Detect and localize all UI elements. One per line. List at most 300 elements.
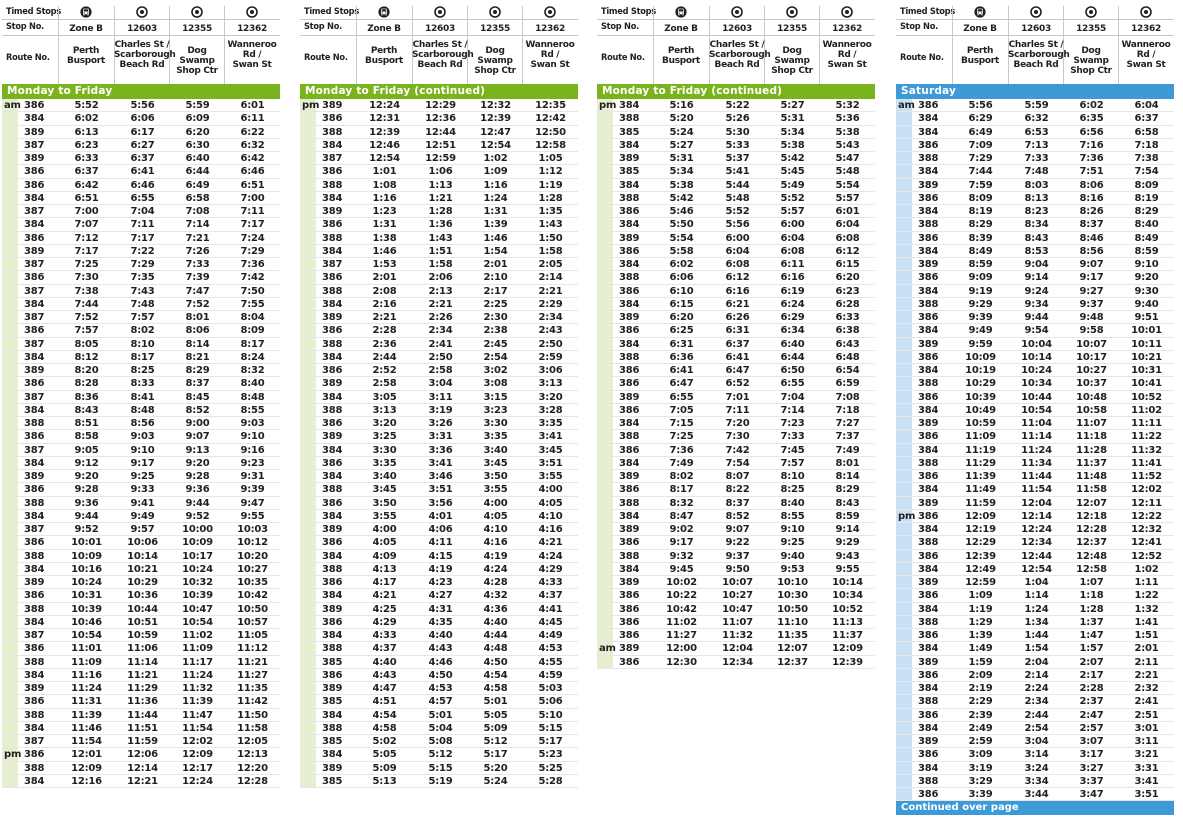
departure-time: 9:00	[185, 418, 210, 429]
route-number: 389	[918, 497, 939, 509]
route-number: 384	[322, 749, 343, 761]
departure-time: 10:14	[832, 577, 863, 588]
departure-time: 11:32	[722, 630, 753, 641]
departure-time: 7:57	[74, 325, 99, 337]
table-row	[300, 324, 578, 337]
stop-number: 12362	[832, 24, 862, 34]
departure-time: 3:30	[483, 418, 508, 429]
departure-time: 6:08	[780, 245, 805, 257]
departure-time: 9:17	[130, 457, 155, 469]
departure-time: 12:14	[1021, 510, 1052, 522]
departure-time: 3:44	[1024, 789, 1049, 800]
departure-time: 4:37	[372, 643, 397, 655]
departure-time: 4:58	[483, 683, 508, 694]
departure-time: 11:59	[127, 736, 158, 747]
departure-time: 3:29	[968, 775, 993, 787]
departure-time: 5:50	[669, 219, 694, 231]
departure-time: 6:20	[669, 312, 694, 323]
table-row	[2, 444, 280, 457]
stop-name: Wanneroo Rd / Swan St	[822, 40, 872, 70]
route-number: 387	[24, 736, 45, 747]
departure-time: 7:29	[968, 153, 993, 164]
departure-time: 7:05	[669, 404, 694, 416]
departure-time: 6:17	[130, 126, 155, 138]
table-row	[597, 218, 875, 231]
departure-time: 5:37	[725, 153, 750, 164]
departure-time: 8:59	[835, 510, 860, 522]
departure-time: 5:38	[835, 126, 860, 138]
table-row	[2, 656, 280, 669]
table-row	[300, 192, 578, 205]
departure-time: 2:17	[1079, 669, 1104, 681]
departure-time: 7:38	[1134, 153, 1159, 164]
departure-time: 7:55	[240, 298, 265, 310]
departure-time: 1:44	[1024, 630, 1049, 641]
departure-time: 3:55	[372, 510, 397, 522]
departure-time: 9:10	[130, 444, 155, 456]
stop-number: Zone B	[69, 24, 103, 34]
departure-time: 9:14	[1024, 272, 1049, 284]
departure-time: 8:09	[968, 192, 993, 204]
departure-time: 5:05	[372, 749, 397, 761]
route-number: 389	[918, 338, 939, 350]
table-row	[300, 735, 578, 748]
table-row	[896, 603, 1174, 616]
route-number: 386	[322, 219, 343, 231]
departure-time: 4:53	[538, 643, 563, 655]
departure-time: 10:52	[832, 603, 863, 615]
route-no-label: Route No.	[6, 53, 50, 63]
table-row	[300, 205, 578, 218]
departure-time: 4:58	[372, 722, 397, 734]
departure-time: 12:54	[1021, 563, 1052, 575]
table-row	[597, 298, 875, 311]
departure-time: 10:59	[127, 630, 158, 641]
departure-time: 10:39	[182, 590, 213, 602]
departure-time: 12:09	[71, 762, 102, 774]
departure-time: 10:47	[182, 603, 213, 615]
departure-time: 10:14	[1021, 351, 1052, 363]
departure-time: 5:16	[669, 100, 694, 111]
departure-time: 1:31	[372, 219, 397, 231]
departure-time: 9:36	[74, 497, 99, 509]
table-row	[2, 391, 280, 404]
route-number: 388	[619, 113, 640, 125]
departure-time: 7:25	[669, 431, 694, 443]
route-number: 388	[322, 643, 343, 655]
departure-time: 8:29	[835, 484, 860, 496]
departure-time: 6:54	[835, 365, 860, 376]
departure-time: 12:00	[666, 643, 697, 655]
departure-time: 5:01	[428, 709, 453, 721]
table-row	[2, 298, 280, 311]
departure-time: 4:36	[483, 603, 508, 615]
departure-time: 9:04	[1024, 259, 1049, 270]
departure-time: 10:42	[666, 603, 697, 615]
departure-time: 10:31	[71, 590, 102, 602]
section-title: Monday to Friday (continued)	[300, 84, 578, 99]
route-number: 386	[918, 232, 939, 244]
departure-time: 6:52	[725, 378, 750, 390]
table-row	[300, 165, 578, 178]
route-number: 389	[322, 312, 343, 323]
departure-time: 6:11	[240, 113, 265, 125]
table-row	[300, 258, 578, 271]
departure-time: 9:14	[835, 524, 860, 535]
stop-target-icon	[1119, 6, 1173, 18]
route-number: 387	[24, 206, 45, 217]
table-row	[896, 616, 1174, 629]
departure-time: 2:44	[372, 351, 397, 363]
table-row	[597, 179, 875, 192]
departure-time: 6:04	[725, 245, 750, 257]
departure-time: 9:29	[968, 298, 993, 310]
departure-time: 1:07	[1079, 577, 1104, 588]
panel-header	[2, 2, 280, 84]
departure-time: 9:34	[1024, 298, 1049, 310]
table-row	[896, 99, 1174, 112]
departure-time: 6:31	[725, 325, 750, 337]
departure-time: 6:55	[780, 378, 805, 390]
departure-time: 11:04	[1021, 418, 1052, 429]
table-row	[597, 430, 875, 443]
departure-time: 8:48	[240, 391, 265, 403]
departure-time: 6:36	[669, 351, 694, 363]
departure-time: 12:52	[1131, 550, 1162, 562]
route-number: 386	[24, 378, 45, 390]
departure-time: 6:27	[130, 139, 155, 151]
departure-time: 10:27	[237, 563, 268, 575]
departure-time: 3:36	[428, 444, 453, 456]
table-row	[896, 735, 1174, 748]
departure-time: 2:16	[372, 298, 397, 310]
departure-time: 9:50	[725, 563, 750, 575]
departure-time: 7:57	[130, 312, 155, 323]
departure-time: 9:39	[968, 312, 993, 323]
departure-time: 10:17	[1076, 351, 1107, 363]
stop-number: Zone B	[367, 24, 401, 34]
route-number: 388	[619, 497, 640, 509]
departure-time: 4:57	[428, 696, 453, 708]
route-number: 389	[619, 391, 640, 403]
departure-time: 6:41	[130, 166, 155, 178]
table-row	[300, 285, 578, 298]
departure-time: 6:58	[1134, 126, 1159, 138]
departure-time: 12:09	[182, 749, 213, 761]
route-number: 389	[24, 683, 45, 694]
table-row	[2, 497, 280, 510]
table-row	[300, 616, 578, 629]
departure-time: 9:39	[240, 484, 265, 496]
departure-time: 8:37	[725, 497, 750, 509]
departure-time: 4:45	[538, 616, 563, 628]
route-number: 389	[322, 378, 343, 390]
route-number: 388	[918, 378, 939, 390]
departure-time: 4:19	[483, 550, 508, 562]
stop-column-header	[1064, 2, 1118, 18]
table-row	[300, 351, 578, 364]
departure-time: 2:34	[538, 312, 563, 323]
departure-time: 7:48	[130, 298, 155, 310]
departure-time: 5:20	[483, 762, 508, 774]
route-number: 384	[24, 298, 45, 310]
departure-time: 9:05	[74, 444, 99, 456]
table-row	[896, 576, 1174, 589]
departure-time: 2:28	[1079, 683, 1104, 694]
route-number: 384	[619, 457, 640, 469]
route-number: 384	[322, 391, 343, 403]
departure-time: 10:58	[1076, 404, 1107, 416]
departure-time: 6:19	[780, 285, 805, 297]
departure-time: 10:42	[237, 590, 268, 602]
table-row	[300, 642, 578, 655]
table-row	[300, 271, 578, 284]
departure-time: 6:46	[240, 166, 265, 178]
departure-time: 8:59	[968, 259, 993, 270]
table-row	[2, 404, 280, 417]
departure-time: 9:44	[1024, 312, 1049, 323]
table-row	[300, 563, 578, 576]
departure-time: 11:07	[722, 616, 753, 628]
departure-time: 3:50	[483, 471, 508, 482]
departure-time: 7:29	[130, 259, 155, 270]
departure-time: 10:48	[1076, 391, 1107, 403]
departure-time: 6:15	[835, 259, 860, 270]
departure-time: 3:46	[428, 471, 453, 482]
departure-time: 4:17	[372, 577, 397, 588]
table-row	[2, 536, 280, 549]
route-number: 384	[918, 722, 939, 734]
departure-time: 3:23	[483, 404, 508, 416]
route-number: 384	[322, 298, 343, 310]
table-row	[2, 179, 280, 192]
departure-time: 9:10	[780, 524, 805, 535]
departure-time: 5:20	[669, 113, 694, 125]
route-number: 388	[322, 126, 343, 138]
departure-time: 12:39	[369, 126, 400, 138]
section-title: Monday to Friday (continued)	[597, 84, 875, 99]
departure-time: 4:16	[483, 537, 508, 549]
route-number: 384	[918, 206, 939, 217]
departure-time: 1:18	[1079, 590, 1104, 602]
stop-target-icon	[170, 6, 224, 18]
departure-time: 11:35	[237, 683, 268, 694]
table-row	[2, 642, 280, 655]
departure-time: 5:06	[538, 696, 563, 708]
departure-time: 4:05	[483, 510, 508, 522]
table-row	[597, 377, 875, 390]
departure-time: 8:52	[725, 510, 750, 522]
departure-time: 2:44	[1024, 709, 1049, 721]
departure-time: 3:31	[428, 431, 453, 443]
route-number: 387	[24, 312, 45, 323]
departure-time: 10:51	[127, 616, 158, 628]
table-row	[597, 205, 875, 218]
departure-time: 9:48	[1079, 312, 1104, 323]
departure-time: 1:16	[483, 179, 508, 191]
table-row	[2, 192, 280, 205]
departure-time: 5:56	[725, 219, 750, 231]
departure-time: 3:39	[968, 789, 993, 800]
stop-name: Perth Busport	[961, 46, 999, 66]
departure-time: 3:51	[1134, 789, 1159, 800]
route-number: 386	[24, 484, 45, 496]
departure-time: 10:30	[777, 590, 808, 602]
departure-time: 4:43	[428, 643, 453, 655]
departure-time: 7:54	[725, 457, 750, 469]
departure-time: 10:22	[666, 590, 697, 602]
departure-time: 11:44	[1021, 471, 1052, 482]
departure-time: 6:11	[780, 259, 805, 270]
departure-time: 6:12	[835, 245, 860, 257]
stop-number: 12362	[237, 24, 267, 34]
table-row	[597, 510, 875, 523]
departure-time: 11:48	[1076, 471, 1107, 482]
departure-time: 1:47	[1079, 630, 1104, 641]
departure-time: 6:02	[74, 113, 99, 125]
departure-time: 6:08	[725, 259, 750, 270]
departure-time: 10:46	[71, 616, 102, 628]
departure-time: 3:19	[428, 404, 453, 416]
table-row	[597, 165, 875, 178]
departure-time: 9:51	[1134, 312, 1159, 323]
stop-name: Dog Swamp Shop Ctr	[771, 46, 813, 76]
route-number: 388	[322, 232, 343, 244]
table-row	[597, 470, 875, 483]
departure-time: 12:54	[369, 153, 400, 164]
departure-time: 10:21	[127, 563, 158, 575]
route-number: 385	[322, 656, 343, 668]
route-number: 386	[619, 656, 640, 668]
route-number: 384	[24, 351, 45, 363]
table-row	[2, 510, 280, 523]
table-row	[597, 192, 875, 205]
table-row	[896, 589, 1174, 602]
route-number: 388	[24, 418, 45, 429]
period-label: pm	[898, 510, 916, 522]
route-number: 384	[918, 603, 939, 615]
departure-time: 2:25	[483, 298, 508, 310]
departure-time: 10:54	[1021, 404, 1052, 416]
stop-number: 12603	[127, 24, 157, 34]
departure-time: 1:28	[428, 206, 453, 217]
departure-time: 4:37	[538, 590, 563, 602]
departure-time: 7:47	[185, 285, 210, 297]
departure-time: 10:24	[71, 577, 102, 588]
departure-time: 5:48	[835, 166, 860, 178]
route-number: 386	[24, 590, 45, 602]
departure-time: 4:28	[483, 577, 508, 588]
departure-time: 10:20	[237, 550, 268, 562]
departure-time: 11:42	[237, 696, 268, 708]
departure-time: 5:59	[185, 100, 210, 111]
table-row	[300, 404, 578, 417]
table-row	[896, 258, 1174, 271]
table-row	[896, 391, 1174, 404]
departure-time: 1:05	[538, 153, 563, 164]
route-number: 389	[322, 100, 343, 111]
timetable-rows	[896, 99, 1174, 801]
route-number: 388	[918, 537, 939, 549]
departure-time: 5:58	[669, 245, 694, 257]
route-number: 384	[619, 100, 640, 111]
departure-time: 9:20	[74, 471, 99, 482]
departure-time: 8:13	[1024, 192, 1049, 204]
departure-time: 7:17	[74, 245, 99, 257]
departure-time: 6:51	[74, 192, 99, 204]
departure-time: 4:21	[372, 590, 397, 602]
table-row	[896, 563, 1174, 576]
departure-time: 10:37	[1076, 378, 1107, 390]
departure-time: 12:04	[1021, 497, 1052, 509]
route-number: 386	[918, 789, 939, 800]
departure-time: 9:07	[1079, 259, 1104, 270]
table-row	[300, 576, 578, 589]
departure-time: 4:25	[372, 603, 397, 615]
departure-time: 1:35	[538, 206, 563, 217]
departure-time: 3:14	[1024, 749, 1049, 761]
bus-icon	[59, 6, 113, 18]
departure-time: 6:28	[835, 298, 860, 310]
departure-time: 1:09	[483, 166, 508, 178]
departure-time: 4:00	[483, 497, 508, 509]
table-row	[597, 642, 875, 655]
departure-time: 2:45	[483, 338, 508, 350]
departure-time: 3:41	[538, 431, 563, 443]
departure-time: 10:50	[777, 603, 808, 615]
departure-time: 10:03	[237, 524, 268, 535]
departure-time: 9:37	[725, 550, 750, 562]
departure-time: 10:09	[182, 537, 213, 549]
departure-time: 8:52	[185, 404, 210, 416]
departure-time: 11:21	[237, 656, 268, 668]
departure-time: 9:32	[669, 550, 694, 562]
stop-name: Charles St / Scarborough Beach Rd	[114, 40, 176, 70]
departure-time: 4:33	[372, 630, 397, 641]
departure-time: 9:49	[130, 510, 155, 522]
table-row	[300, 523, 578, 536]
departure-time: 11:41	[1131, 457, 1162, 469]
departure-time: 1:39	[968, 630, 993, 641]
departure-time: 4:33	[538, 577, 563, 588]
route-number: 386	[322, 325, 343, 337]
departure-time: 6:22	[240, 126, 265, 138]
departure-time: 7:07	[74, 219, 99, 231]
route-number: 387	[24, 338, 45, 350]
departure-time: 7:09	[968, 139, 993, 151]
departure-time: 11:27	[237, 669, 268, 681]
departure-time: 1:53	[372, 259, 397, 270]
table-row	[2, 417, 280, 430]
table-row	[300, 629, 578, 642]
departure-time: 5:17	[483, 749, 508, 761]
departure-time: 3:13	[538, 378, 563, 390]
table-row	[896, 139, 1174, 152]
route-number: 389	[24, 577, 45, 588]
departure-time: 6:09	[185, 113, 210, 125]
route-number: 384	[24, 219, 45, 231]
timed-stops-label: Timed Stops	[601, 7, 656, 17]
departure-time: 10:01	[71, 537, 102, 549]
departure-time: 3:51	[538, 457, 563, 469]
departure-time: 10:57	[237, 616, 268, 628]
departure-time: 4:40	[428, 630, 453, 641]
departure-time: 2:09	[968, 669, 993, 681]
departure-time: 1:58	[538, 245, 563, 257]
departure-time: 5:54	[835, 179, 860, 191]
departure-time: 2:47	[1079, 709, 1104, 721]
route-number: 388	[322, 484, 343, 496]
